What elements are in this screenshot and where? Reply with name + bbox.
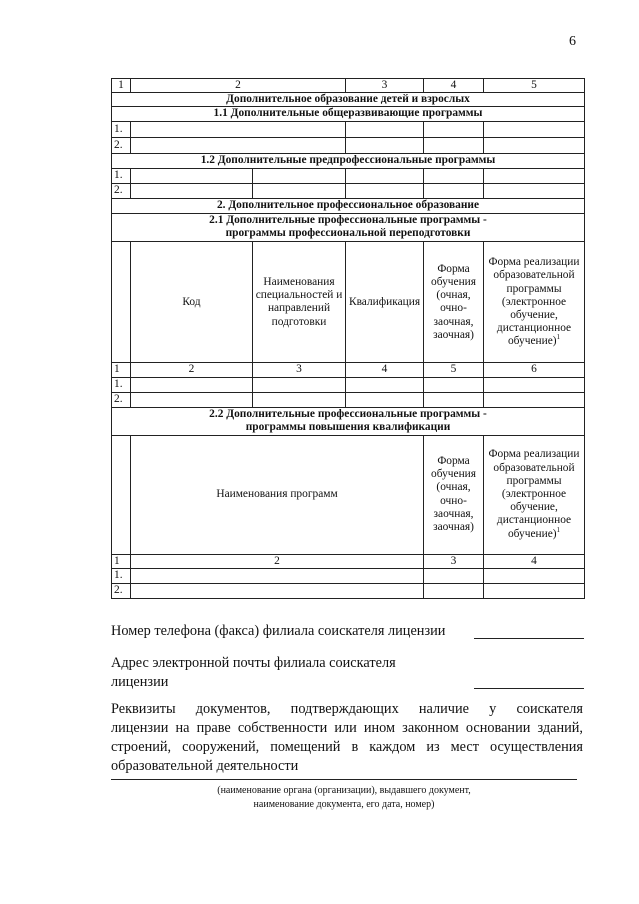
table-cell (131, 392, 253, 407)
section-title: программы профессиональной переподготовки (112, 227, 585, 242)
table-cell (424, 568, 484, 583)
table-row (112, 137, 585, 153)
table-row (112, 554, 585, 568)
table-row (112, 168, 585, 183)
table-cell (346, 392, 424, 407)
caption-line1: (наименование органа (организации), выдавшего документ, (217, 785, 471, 796)
phone-label: Номер телефона (факса) филиала соискателя лицензии (111, 623, 446, 639)
column-number: 2 (131, 363, 253, 377)
table-cell (131, 568, 424, 583)
table-cell (424, 183, 484, 198)
page-number: 6 (569, 34, 576, 49)
table-cell (346, 121, 424, 137)
table-cell (253, 183, 346, 198)
header-code: Код (131, 242, 253, 363)
table-row (112, 183, 585, 198)
table-header-row (112, 242, 585, 363)
programs-table (111, 78, 585, 599)
table-cell (131, 583, 424, 598)
table-cell (346, 377, 424, 392)
row-label: 1. (112, 568, 131, 583)
table-cell (424, 583, 484, 598)
table-cell (484, 392, 585, 407)
table-cell (346, 183, 424, 198)
column-number: 3 (424, 554, 484, 568)
section-title: программы повышения квалификации (112, 421, 585, 435)
table-cell (112, 435, 131, 554)
column-number: 6 (484, 363, 585, 377)
table-cell (131, 121, 346, 137)
table-header-row (112, 435, 585, 554)
section-title: Дополнительное образование детей и взрослых (112, 93, 585, 107)
footnote-mark: 1 (556, 333, 561, 342)
table-row (112, 583, 585, 598)
row-label: 2. (112, 137, 131, 153)
column-number: 5 (484, 79, 585, 93)
table-cell (253, 392, 346, 407)
column-number: 1 (112, 554, 131, 568)
row-label: 1. (112, 121, 131, 137)
section-title: 2.2 Дополнительные профессиональные программы - (112, 407, 585, 421)
table-cell (424, 121, 484, 137)
email-label-line1: Адрес электронной почты филиала соискателя (111, 655, 396, 671)
column-number: 4 (484, 554, 585, 568)
requisites-line2: лицензии на праве собственности или ином законном основании зданий, (111, 720, 583, 736)
table-row (112, 377, 585, 392)
row-label: 1. (112, 377, 131, 392)
column-number: 4 (424, 79, 484, 93)
row-label: 1. (112, 168, 131, 183)
column-number: 5 (424, 363, 484, 377)
header-realization-form (484, 242, 585, 363)
header-specialties: Наименования специальностей и направлений подготовки (253, 242, 346, 363)
table-cell (484, 568, 585, 583)
table-row (112, 568, 585, 583)
column-number: 2 (131, 554, 424, 568)
header-qualification: Квалификация (346, 242, 424, 363)
header-study-form: Форма обучения (очная, очно-заочная, заочная) (424, 242, 484, 363)
table-cell (131, 377, 253, 392)
table-cell (484, 377, 585, 392)
table-cell (131, 137, 346, 153)
header-study-form: Форма обучения (очная, очно-заочная, заочная) (424, 435, 484, 554)
section-title: 1.1 Дополнительные общеразвивающие программы (112, 107, 585, 121)
email-fill-line[interactable] (474, 688, 584, 689)
row-label: 2. (112, 583, 131, 598)
table-cell (484, 137, 585, 153)
requisites-line1: Реквизиты документов, подтверждающих наличие у соискателя (111, 701, 583, 717)
header-realization-form-text: Форма реализации образовательной программы (электронное обучение, дистанционное обучение) (488, 256, 580, 348)
table-cell (484, 183, 585, 198)
table-cell (484, 121, 585, 137)
table-cell (346, 168, 424, 183)
table-row (112, 392, 585, 407)
section-title: 2.1 Дополнительные профессиональные программы - (112, 213, 585, 227)
header-realization-form (484, 435, 585, 554)
row-label: 2. (112, 392, 131, 407)
table-cell (131, 168, 253, 183)
table-cell (253, 168, 346, 183)
column-number: 3 (346, 79, 424, 93)
column-number: 4 (346, 363, 424, 377)
footnote-mark: 1 (556, 525, 561, 534)
phone-fill-line[interactable] (474, 638, 584, 639)
section-title: 2. Дополнительное профессиональное образование (112, 198, 585, 213)
table-cell (112, 242, 131, 363)
column-number: 1 (112, 79, 131, 93)
column-number: 1 (112, 363, 131, 377)
table-cell (484, 168, 585, 183)
requisites-line4: образовательной деятельности (111, 758, 299, 774)
table-cell (484, 583, 585, 598)
caption-line2: наименование документа, его дата, номер) (253, 799, 435, 810)
table-cell (131, 183, 253, 198)
header-program-names: Наименования программ (131, 435, 424, 554)
column-number: 2 (131, 79, 346, 93)
signature-line[interactable] (111, 779, 577, 780)
header-realization-form-text: Форма реализации образовательной программы (электронное обучение, дистанционное обучение) (488, 448, 580, 540)
requisites-line3: строений, сооружений, помещений в каждом из мест осуществления (111, 739, 583, 755)
table-cell (424, 168, 484, 183)
table-cell (424, 377, 484, 392)
line-caption (111, 784, 577, 812)
table-cell (346, 137, 424, 153)
table-cell (424, 137, 484, 153)
section-title: 1.2 Дополнительные предпрофессиональные программы (112, 153, 585, 168)
column-number: 3 (253, 363, 346, 377)
table-cell (424, 392, 484, 407)
table-row (112, 121, 585, 137)
table-row (112, 363, 585, 377)
row-label: 2. (112, 183, 131, 198)
email-label-line2: лицензии (111, 674, 169, 690)
table-row (112, 79, 585, 93)
table-cell (253, 377, 346, 392)
